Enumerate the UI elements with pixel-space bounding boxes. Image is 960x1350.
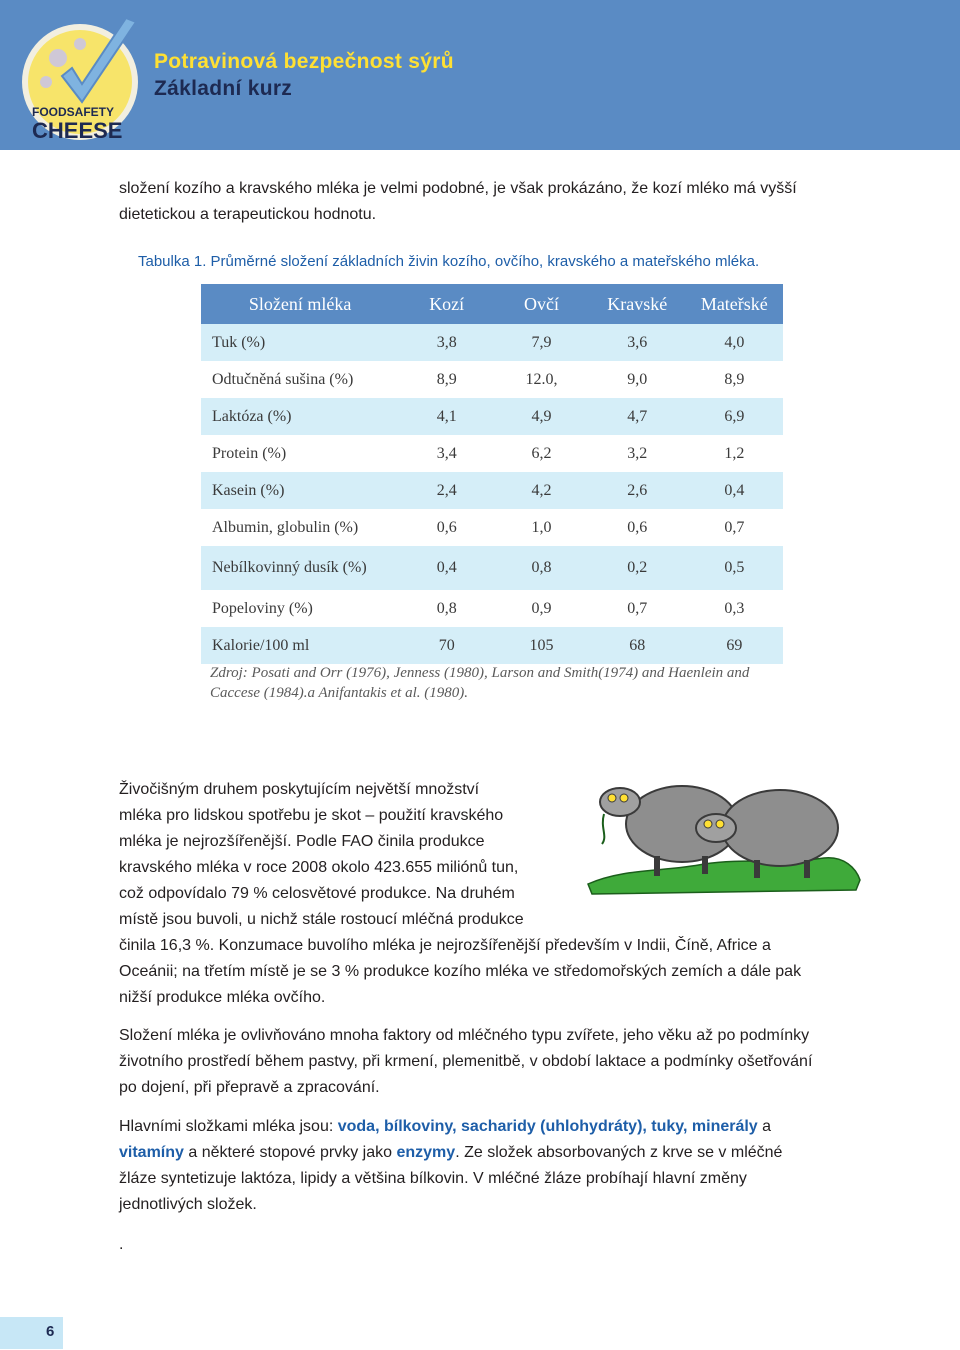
table-row: [201, 361, 783, 398]
intro-line: dietetickou a terapeutickou hodnotu.: [119, 206, 377, 223]
title-line-2: Základní kurz: [154, 77, 293, 100]
text-line: mléka pro lidskou spotřebu je skot – použití kravského: [119, 807, 504, 824]
foodsafety-cheese-logo: [18, 10, 148, 150]
table-cell: 3,4: [399, 435, 494, 472]
text-line: což odpovídalo 79 % celosvětové produkce. Na druhém: [119, 885, 515, 902]
table-caption: Tabulka 1. Průměrné složení základních živin kozího, ovčího, kravského a mateřského mléka.: [138, 253, 760, 270]
table-cell: 0,8: [399, 590, 494, 627]
table-cell: 105: [494, 627, 589, 664]
table-cell: 0,9: [494, 590, 589, 627]
table-cell: 0,3: [686, 590, 783, 627]
table-row: [201, 546, 783, 590]
table-cell: 70: [399, 627, 494, 664]
table-header-cell: Ovčí: [494, 284, 589, 324]
text-run: . Ze složek absorbovaných z krve se v mléčné: [455, 1144, 783, 1161]
table-cell: 6,2: [494, 435, 589, 472]
table-cell: 0,5: [686, 546, 783, 590]
table-row: [201, 509, 783, 546]
table-cell: 0,2: [589, 546, 686, 590]
table-cell: 3,2: [589, 435, 686, 472]
highlighted-term: voda, bílkoviny, sacharidy (uhlohydráty), tuky, minerály: [337, 1118, 758, 1135]
row-label: Albumin, globulin (%): [201, 509, 399, 546]
table-header-cell: Kozí: [399, 284, 494, 324]
table-cell: 3,6: [589, 324, 686, 361]
row-label: Protein (%): [201, 435, 399, 472]
paragraph-milk-components: [119, 1114, 869, 1218]
table-row: [201, 398, 783, 435]
text-line: kravského mléka v roce 2008 okolo 423.655 miliónů tun,: [119, 859, 519, 876]
highlighted-term: vitamíny: [119, 1144, 184, 1161]
table-row: [201, 627, 783, 664]
table-cell: 1,0: [494, 509, 589, 546]
table-cell: 0,7: [589, 590, 686, 627]
intro-line: složení kozího a kravského mléka je velmi podobné, je však prokázáno, že kozí mléko má vyšší: [119, 180, 797, 197]
row-label: Popeloviny (%): [201, 590, 399, 627]
table-header-cell: Mateřské: [686, 284, 783, 324]
text-line: Živočišným druhem poskytujícím největší množství: [119, 781, 480, 798]
table-row: [201, 472, 783, 509]
row-label: Nebílkovinný dusík (%): [201, 546, 399, 590]
svg-text:FOODSAFETY: FOODSAFETY: [32, 105, 115, 119]
trailing-dot: .: [119, 1236, 124, 1253]
text-run: a: [757, 1118, 772, 1135]
table-cell: 4,0: [686, 324, 783, 361]
table-header-cell: Kravské: [589, 284, 686, 324]
table-cell: 0,4: [399, 546, 494, 590]
title-line-1: Potravinová bezpečnost sýrů: [154, 50, 454, 73]
table-row: [201, 590, 783, 627]
row-label: Odtučněná sušina (%): [201, 361, 399, 398]
table-cell: 8,9: [686, 361, 783, 398]
table-cell: 0,6: [589, 509, 686, 546]
table-cell: 3,8: [399, 324, 494, 361]
table-cell: 2,6: [589, 472, 686, 509]
table-source: [210, 663, 780, 703]
row-label: Laktóza (%): [201, 398, 399, 435]
table-cell: 0,8: [494, 546, 589, 590]
row-label: Tuk (%): [201, 324, 399, 361]
text-line: činila 16,3 %. Konzumace buvolího mléka je nejrozšířenější především v Indii, Číně, Africe a: [119, 937, 771, 954]
text-line: po dojení, při přepravě a zpracování.: [119, 1079, 380, 1096]
table-cell: 69: [686, 627, 783, 664]
table-cell: 4,1: [399, 398, 494, 435]
table-cell: 8,9: [399, 361, 494, 398]
paragraph-milk-composition-factors: [119, 1023, 869, 1101]
table-cell: 0,6: [399, 509, 494, 546]
text-line: životního prostředí během pastvy, při krmení, plemenitbě, v období laktace a podmínky ošetřování: [119, 1053, 813, 1070]
table-header-row: [201, 284, 783, 324]
page-header: [0, 0, 960, 150]
table-row: [201, 324, 783, 361]
text-line: Oceánii; na třetím místě je se 3 % produkce kozího mléka ve středomořských zemích a dále pak: [119, 963, 802, 980]
table-cell: 4,9: [494, 398, 589, 435]
text-run: a některé stopové prvky jako: [183, 1144, 397, 1161]
page-number: 6: [46, 1323, 55, 1340]
row-label: Kasein (%): [201, 472, 399, 509]
table-cell: 9,0: [589, 361, 686, 398]
table-header-cell: Složení mléka: [201, 284, 399, 324]
table-cell: 7,9: [494, 324, 589, 361]
text-run: Hlavními složkami mléka jsou:: [119, 1118, 338, 1135]
table-row: [201, 435, 783, 472]
table-cell: 12.0,: [494, 361, 589, 398]
table-cell: 0,4: [686, 472, 783, 509]
text-line: žláze syntetizuje laktóza, lipidy a většina bílkovin. V mléčné žláze probíhají hlavní změny: [119, 1170, 747, 1187]
table-cell: 68: [589, 627, 686, 664]
text-line: jednotlivých složek.: [119, 1196, 257, 1213]
table-cell: 6,9: [686, 398, 783, 435]
table-cell: 0,7: [686, 509, 783, 546]
source-line: Caccese (1984).a Anifantakis et al. (1980).: [210, 685, 469, 701]
row-label: Kalorie/100 ml: [201, 627, 399, 664]
table-cell: 2,4: [399, 472, 494, 509]
source-line: Zdroj: Posati and Orr (1976), Jenness (1980), Larson and Smith(1974) and Haenlein and: [210, 665, 750, 681]
highlighted-term: enzymy: [396, 1144, 456, 1161]
page-number-box: [0, 1317, 63, 1349]
milk-composition-table: [201, 284, 783, 664]
svg-text:CHEESE: CHEESE: [32, 118, 123, 143]
text-line: místě jsou buvoli, u nichž stále rostoucí mléčná produkce: [119, 911, 524, 928]
text-line: nižší produkce mléka ovčího.: [119, 989, 326, 1006]
text-line: mléka je nejrozšířenější. Podle FAO činila produkce: [119, 833, 485, 850]
intro-paragraph: [119, 176, 869, 228]
paragraph-milk-production: [119, 777, 869, 1011]
table-cell: 4,7: [589, 398, 686, 435]
document-title: [154, 48, 454, 102]
table-cell: 4,2: [494, 472, 589, 509]
text-line: Složení mléka je ovlivňováno mnoha faktory od mléčného typu zvířete, jeho věku až po podmínky: [119, 1027, 810, 1044]
table-cell: 1,2: [686, 435, 783, 472]
